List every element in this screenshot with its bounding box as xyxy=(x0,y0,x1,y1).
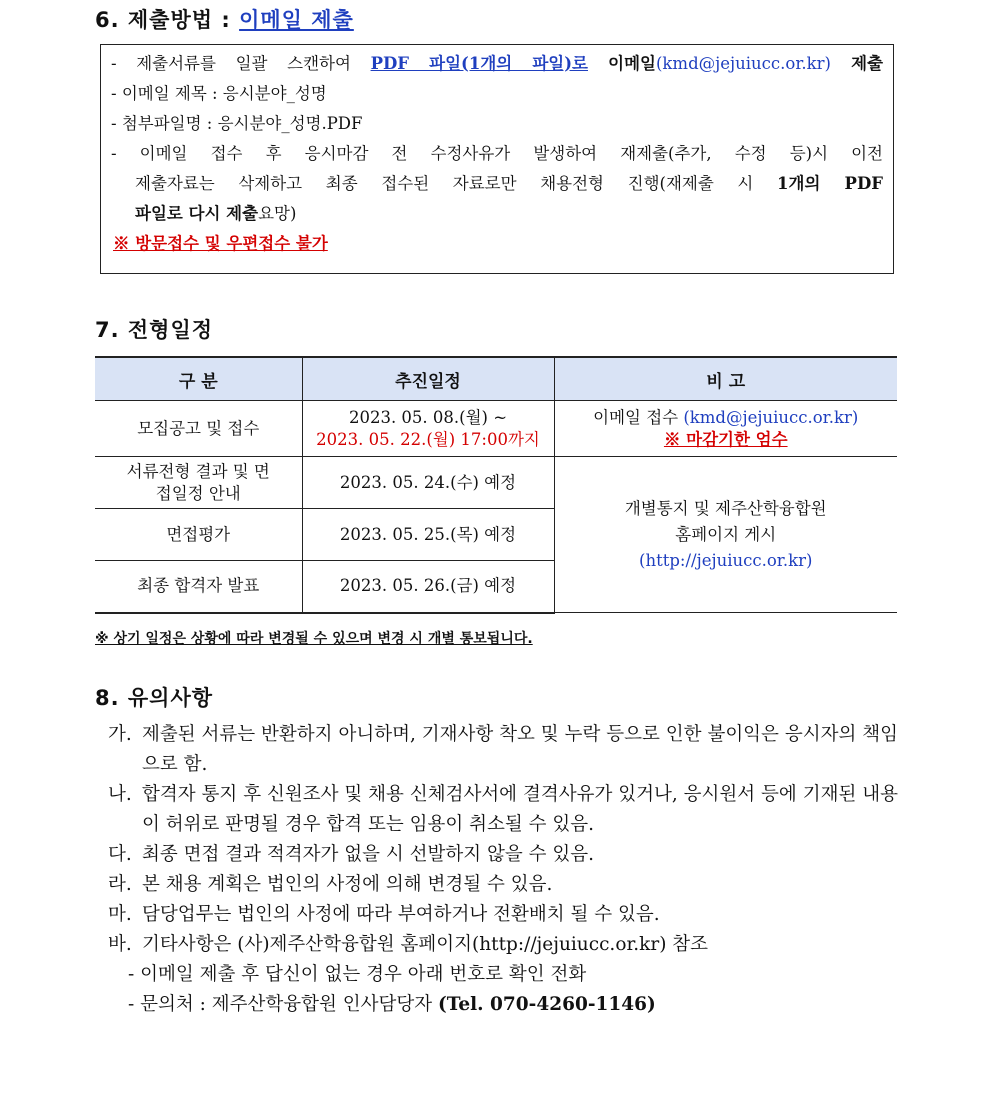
item-label: 마. xyxy=(108,904,132,925)
confirm-call-note: - 이메일 제출 후 답신이 없는 경우 아래 번호로 확인 전화 xyxy=(128,964,587,985)
line4c-text: 요망) xyxy=(258,204,297,223)
warning-no-visit: ※ 방문접수 및 우편접수 불가 xyxy=(113,234,328,253)
row-date: 2023. 05. 26.(금) 예정 xyxy=(302,561,554,613)
item-text: 담당업무는 법인의 사정에 따라 부여하거나 전환배치 될 수 있음. xyxy=(142,904,660,925)
list-item xyxy=(108,780,898,840)
submission-method: 이메일 제출 xyxy=(239,8,354,32)
line4b-bold: 1개의 PDF xyxy=(777,174,883,193)
row-date xyxy=(302,401,554,457)
section-6-number: 6. 제출방법 xyxy=(95,8,214,32)
row-date: 2023. 05. 25.(목) 예정 xyxy=(302,509,554,561)
list-item xyxy=(108,840,898,870)
note-line-1 xyxy=(559,407,894,429)
item-label: 바. xyxy=(108,934,132,955)
schedule-footnote xyxy=(95,628,533,648)
merged-note xyxy=(554,457,897,613)
row-category: 모집공고 및 접수 xyxy=(95,401,302,457)
header-schedule: 추진일정 xyxy=(302,357,554,401)
submit-word: 제출 xyxy=(830,54,884,73)
item-text: 기타사항은 (사)제주산학융합원 홈페이지(http://jejuiucc.or.kr) 참조 xyxy=(142,934,709,955)
item-label: 나. xyxy=(108,784,132,805)
deadline-note: ※ 마감기한 엄수 xyxy=(663,429,788,449)
line4c-bold: 파일로 다시 제출 xyxy=(135,204,259,223)
submission-line-1 xyxy=(111,49,883,79)
submission-line-4b xyxy=(111,169,883,199)
table-header-row xyxy=(95,357,897,401)
date-start: 2023. 05. 08.(월) ~ xyxy=(348,407,508,427)
email-address[interactable]: (kmd@jejuiucc.or.kr) xyxy=(655,54,831,73)
title-separator: : xyxy=(221,8,231,32)
section-6-title xyxy=(95,4,354,34)
row-note xyxy=(554,401,897,457)
homepage-url[interactable]: (http://jejuiucc.or.kr) xyxy=(639,550,813,570)
pdf-file-note: PDF 파일(1개의 파일)로 xyxy=(370,54,588,73)
item-text: 최종 면접 결과 적격자가 없을 시 선발하지 않을 수 있음. xyxy=(142,844,594,865)
note-text: 이메일 접수 xyxy=(593,407,684,427)
merged-note-line-1: 개별통지 및 제주산학융합원 xyxy=(624,498,827,518)
row-category: 서류전형 결과 및 면접일정 안내 xyxy=(95,457,302,509)
list-item xyxy=(108,930,898,960)
header-remarks: 비 고 xyxy=(554,357,897,401)
item-text: 본 채용 계획은 법인의 사정에 의해 변경될 수 있음. xyxy=(142,874,553,895)
list-item xyxy=(108,720,898,780)
submission-line-4c xyxy=(111,199,883,229)
row-category: 면접평가 xyxy=(95,509,302,561)
section-8-title: 8. 유의사항 xyxy=(95,686,214,710)
footnote-text: ※ 상기 일정은 상황에 따라 변경될 수 있으며 변경 시 개별 통보됩니다. xyxy=(95,631,533,647)
item-text: 합격자 통지 후 신원조사 및 채용 신체검사서에 결격사유가 있거나, 응시원서 등에 기재된 내용이 허위로 판명될 경우 합격 또는 임용이 취소될 수 있음. xyxy=(142,784,898,835)
contact-label: - 문의처 : 제주산학융합원 인사담당자 xyxy=(128,994,438,1015)
contact-info xyxy=(108,990,898,1020)
row-category: 최종 합격자 발표 xyxy=(95,561,302,613)
list-item xyxy=(108,870,898,900)
table-row xyxy=(95,457,897,509)
email-label: 이메일 xyxy=(588,54,656,73)
item-label: 가. xyxy=(108,724,132,745)
submission-line-4a: - 이메일 접수 후 응시마감 전 수정사유가 발생하여 재제출(추가, 수정 등)시 이전 xyxy=(111,144,883,163)
line1-text: - 제출서류를 일괄 스캔하여 xyxy=(111,54,371,73)
caution-list xyxy=(108,720,898,1020)
header-category: 구 분 xyxy=(95,357,302,401)
line4b-text: 제출자료는 삭제하고 최종 접수된 자료로만 채용전형 진행(재제출 시 xyxy=(135,174,778,193)
contact-phone: (Tel. 070-4260-1146) xyxy=(437,994,656,1015)
note-email[interactable]: (kmd@jejuiucc.or.kr) xyxy=(683,407,859,427)
section-7-title: 7. 전형일정 xyxy=(95,318,214,342)
item-label: 다. xyxy=(108,844,132,865)
submission-line-3: - 첨부파일명 : 응시분야_성명.PDF xyxy=(111,114,363,133)
row-date: 2023. 05. 24.(수) 예정 xyxy=(302,457,554,509)
merged-note-line-2: 홈페이지 게시 xyxy=(675,524,777,544)
table-row xyxy=(95,401,897,457)
submission-line-2: - 이메일 제목 : 응시분야_성명 xyxy=(111,84,327,103)
item-text: 제출된 서류는 반환하지 아니하며, 기재사항 착오 및 누락 등으로 인한 불이익은 응시자의 책임으로 함. xyxy=(142,724,898,775)
date-end: 2023. 05. 22.(월) 17:00까지 xyxy=(316,429,540,449)
submission-box xyxy=(100,44,894,274)
schedule-table xyxy=(95,356,897,614)
item-label: 라. xyxy=(108,874,132,895)
list-item xyxy=(108,900,898,930)
